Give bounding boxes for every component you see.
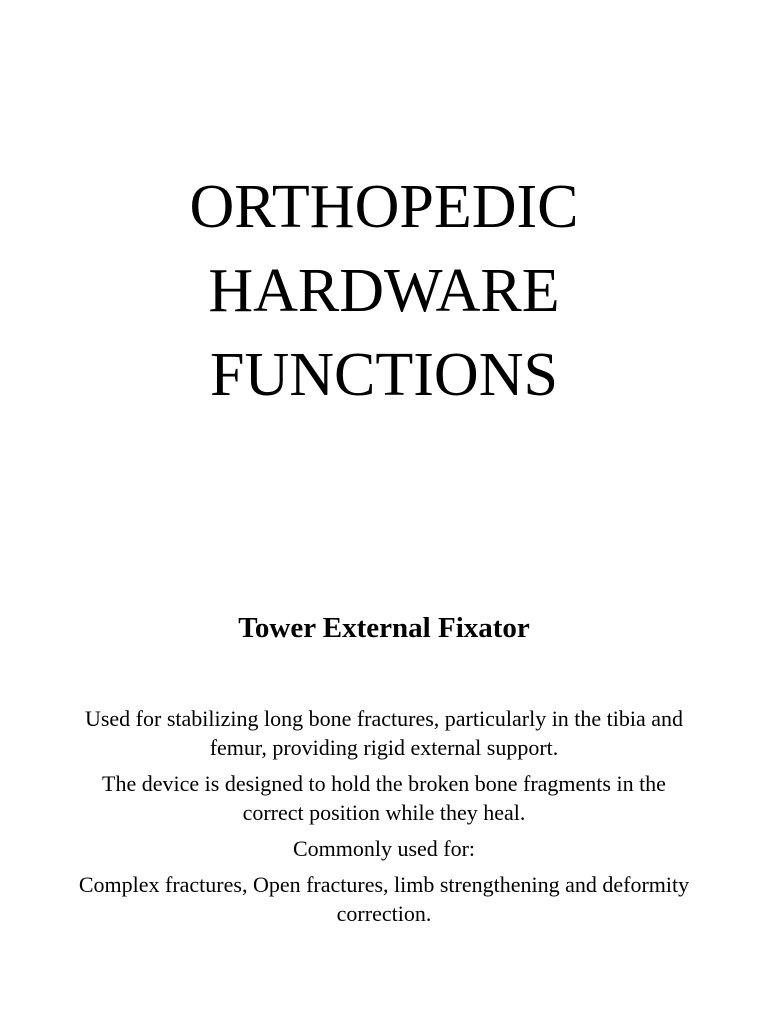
- paragraph-usage: Used for stabilizing long bone fractures, particularly in the tibia and femur, providing rigid external support.: [84, 706, 684, 760]
- page-title: [0, 165, 768, 417]
- paragraph-design: The device is designed to hold the broken bone fragments in the correct position while they heal.: [102, 771, 666, 825]
- title-line-1: ORTHOPEDIC: [189, 173, 579, 241]
- paragraph-common-uses-label: Commonly used for:: [292, 836, 476, 861]
- paragraph-common-uses-list: Complex fractures, Open fractures, limb strengthening and deformity correction.: [78, 872, 690, 926]
- section-heading: Tower External Fixator: [238, 612, 530, 644]
- title-line-2: HARDWARE: [208, 257, 560, 325]
- body-text: [70, 704, 698, 935]
- title-line-3: FUNCTIONS: [210, 341, 558, 409]
